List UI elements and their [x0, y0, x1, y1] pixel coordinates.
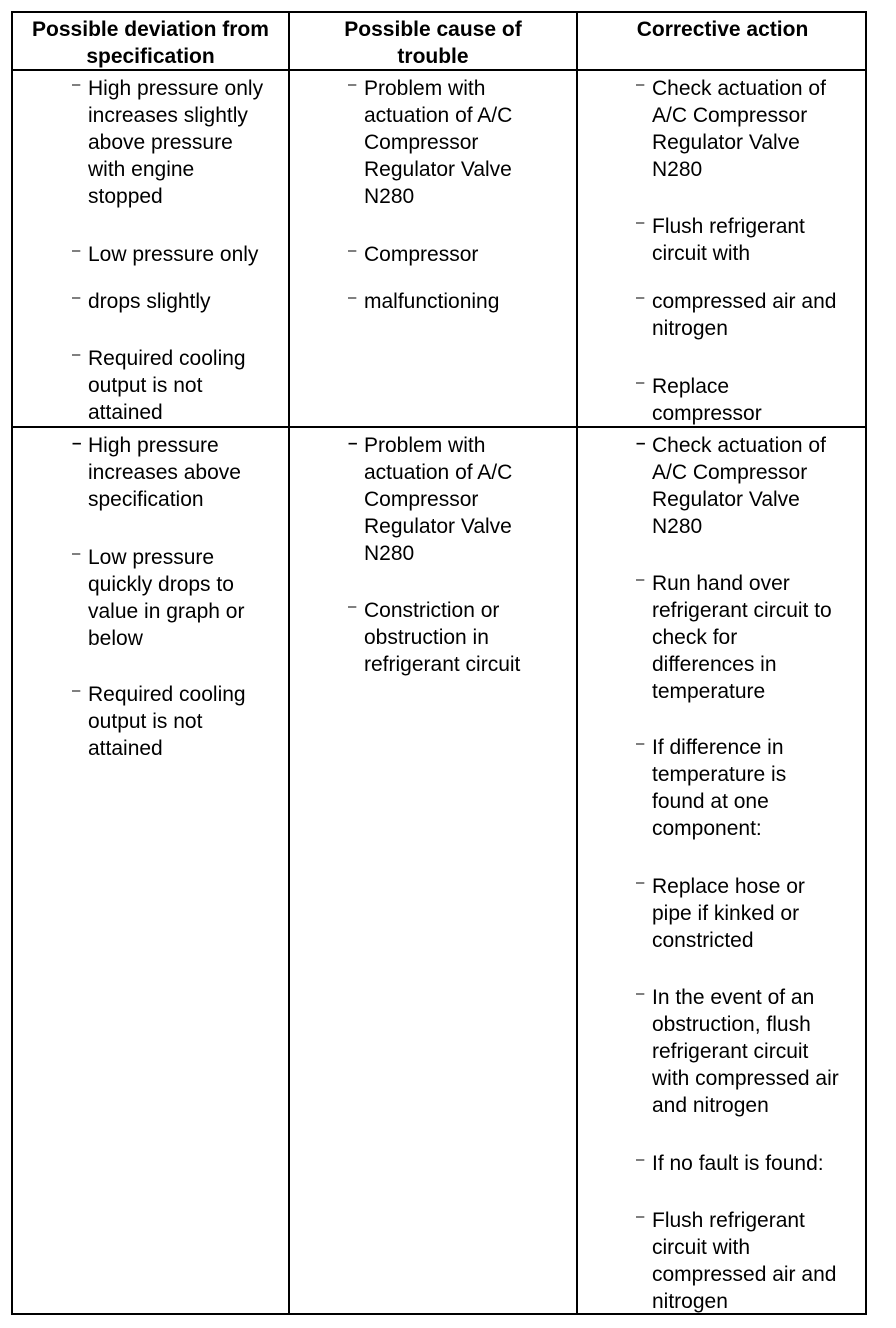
item-text-line: temperature is	[652, 763, 787, 786]
item-text-line: refrigerant circuit to	[652, 599, 832, 622]
column-divider	[288, 13, 290, 1313]
item-text-line: increases slightly	[88, 104, 248, 127]
list-item	[348, 432, 513, 567]
bullet-dash-icon: –	[348, 289, 357, 306]
item-text-line: Regulator Valve	[652, 131, 800, 154]
bullet-dash-icon: –	[72, 289, 81, 306]
list-item	[72, 681, 246, 762]
list-item	[636, 75, 826, 183]
bullet-dash-icon: –	[72, 545, 81, 562]
bullet-dash-icon: –	[72, 242, 81, 259]
item-text-line: Regulator Valve	[364, 515, 512, 538]
item-text-line: attained	[88, 737, 163, 760]
item-text-line: Problem with	[364, 77, 486, 100]
item-text-line: compressed air and	[652, 1263, 837, 1286]
item-text-line: High pressure only	[88, 77, 264, 100]
list-item	[636, 873, 805, 954]
list-item	[636, 570, 832, 705]
list-item	[636, 432, 826, 540]
list-item	[636, 373, 762, 427]
bullet-dash-icon: –	[636, 571, 645, 588]
item-text-line: malfunctioning	[364, 290, 500, 313]
item-text-line: If no fault is found:	[652, 1152, 824, 1175]
item-text-line: output is not	[88, 710, 203, 733]
bullet-dash-icon: –	[636, 374, 645, 391]
item-text-line: Low pressure	[88, 546, 215, 569]
list-item	[72, 544, 245, 652]
item-text-line: If difference in	[652, 736, 784, 759]
bullet-dash-icon: –	[636, 735, 645, 752]
list-item	[636, 734, 787, 842]
item-text-line: constricted	[652, 929, 754, 952]
item-text-line: obstruction in	[364, 626, 489, 649]
item-text-line: check for	[652, 626, 738, 649]
bullet-dash-icon: –	[636, 289, 645, 306]
item-text-line: drops slightly	[88, 290, 211, 313]
item-text-line: N280	[364, 185, 415, 208]
bullet-dash-icon: –	[636, 1151, 645, 1168]
bullet-dash-icon: –	[636, 214, 645, 231]
item-text-line: component:	[652, 817, 762, 840]
item-text-line: increases above	[88, 461, 241, 484]
bullet-dash-icon: –	[72, 682, 81, 699]
list-item	[72, 75, 264, 210]
bullet-dash-icon: –	[636, 1208, 645, 1225]
item-text-line: output is not	[88, 374, 203, 397]
item-text-line: temperature	[652, 680, 766, 703]
item-text-line: Required cooling	[88, 347, 246, 370]
bullet-dash-icon: –	[636, 985, 645, 1002]
item-text-line: N280	[652, 158, 703, 181]
bullet-dash-icon: –	[636, 433, 646, 452]
item-text-line: with engine	[88, 158, 195, 181]
item-text-line: Check actuation of	[652, 434, 826, 457]
list-item	[348, 75, 513, 210]
bullet-dash-icon: –	[348, 598, 357, 615]
item-text-line: value in graph or	[88, 600, 245, 623]
item-text-line: Required cooling	[88, 683, 246, 706]
item-text-line: actuation of A/C	[364, 104, 513, 127]
bullet-dash-icon: –	[348, 76, 357, 93]
item-text-line: stopped	[88, 185, 163, 208]
item-text-line: N280	[364, 542, 415, 565]
item-text-line: and nitrogen	[652, 1094, 769, 1117]
bullet-dash-icon: –	[636, 76, 645, 93]
item-text-line: In the event of an	[652, 986, 815, 1009]
bullet-dash-icon: –	[72, 433, 82, 452]
item-text-line: refrigerant circuit	[364, 653, 521, 676]
item-text-line: obstruction, flush	[652, 1013, 811, 1036]
item-text-line: above pressure	[88, 131, 233, 154]
bullet-dash-icon: –	[72, 76, 81, 93]
item-text-line: Constriction or	[364, 599, 500, 622]
list-item	[636, 1207, 837, 1315]
item-text-line: with compressed air	[652, 1067, 839, 1090]
bullet-dash-icon: –	[348, 242, 357, 259]
item-text-line: actuation of A/C	[364, 461, 513, 484]
item-text-line: High pressure	[88, 434, 219, 457]
list-item	[636, 1150, 824, 1177]
item-text-line: nitrogen	[652, 317, 728, 340]
list-item	[72, 345, 246, 426]
item-text-line: circuit with	[652, 242, 751, 265]
item-text-line: Replace	[652, 375, 730, 398]
item-text-line: Regulator Valve	[652, 488, 800, 511]
header-cause: Possible cause of trouble	[344, 18, 522, 68]
list-item	[72, 288, 211, 315]
item-text-line: compressed air and	[652, 290, 837, 313]
item-text-line: Compressor	[364, 131, 479, 154]
list-item	[348, 241, 479, 268]
item-text-line: Problem with	[364, 434, 486, 457]
item-text-line: nitrogen	[652, 1290, 728, 1313]
item-text-line: Replace hose or	[652, 875, 805, 898]
item-text-line: quickly drops to	[88, 573, 234, 596]
list-item	[636, 213, 805, 267]
header-deviation: Possible deviation from specification	[32, 18, 269, 68]
item-text-line: compressor	[652, 402, 762, 425]
list-item	[636, 984, 839, 1119]
item-text-line: circuit with	[652, 1236, 751, 1259]
item-text-line: found at one	[652, 790, 769, 813]
item-text-line: pipe if kinked or	[652, 902, 800, 925]
item-text-line: Compressor	[364, 488, 479, 511]
bullet-dash-icon: –	[348, 433, 358, 452]
header-action: Corrective action	[636, 18, 809, 41]
list-item	[72, 241, 259, 268]
item-text-line: Run hand over	[652, 572, 790, 595]
item-text-line: A/C Compressor	[652, 104, 808, 127]
item-text-line: Flush refrigerant	[652, 215, 805, 238]
item-text-line: A/C Compressor	[652, 461, 808, 484]
list-item	[348, 597, 521, 678]
item-text-line: Regulator Valve	[364, 158, 512, 181]
item-text-line: Flush refrigerant	[652, 1209, 805, 1232]
list-item	[636, 288, 837, 342]
item-text-line: specification	[88, 488, 204, 511]
list-item	[72, 432, 241, 513]
item-text-line: attained	[88, 401, 163, 424]
item-text-line: Low pressure only	[88, 243, 259, 266]
bullet-dash-icon: –	[72, 346, 81, 363]
item-text-line: N280	[652, 515, 703, 538]
item-text-line: differences in	[652, 653, 777, 676]
item-text-line: refrigerant circuit	[652, 1040, 809, 1063]
column-divider	[576, 13, 578, 1313]
bullet-dash-icon: –	[636, 874, 645, 891]
item-text-line: below	[88, 627, 143, 650]
list-item	[348, 288, 500, 315]
troubleshooting-table	[11, 11, 867, 1315]
item-text-line: Check actuation of	[652, 77, 826, 100]
item-text-line: Compressor	[364, 243, 479, 266]
